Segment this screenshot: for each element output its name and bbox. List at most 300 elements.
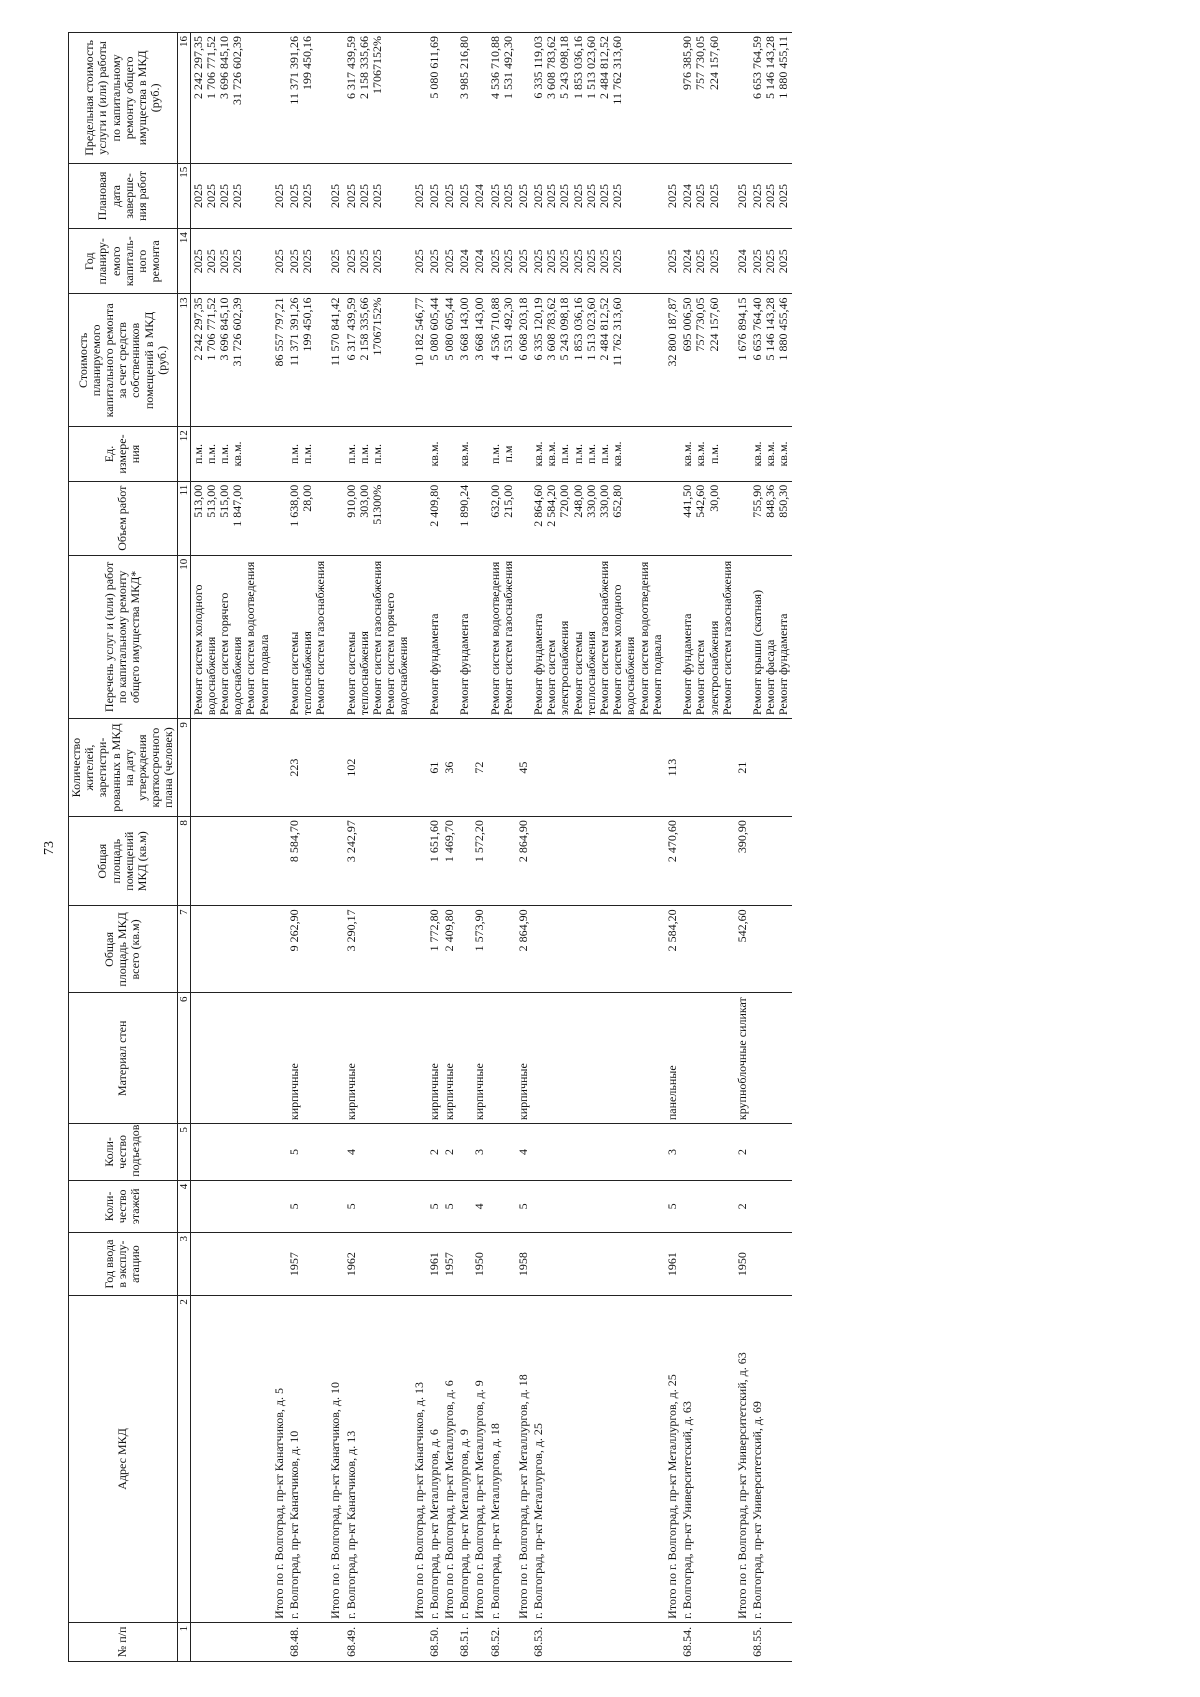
completion-date-value: 2025 xyxy=(230,183,245,208)
entrances-cell: 4 xyxy=(344,1124,412,1181)
volume-value: 30,00 xyxy=(706,484,721,512)
row-number-cell: 68.48. xyxy=(287,1622,329,1661)
volume-value: 441,50 xyxy=(680,484,695,518)
volume-value: 632,00 xyxy=(487,484,502,518)
unit-cell xyxy=(472,427,487,481)
header-cell: Коли-чество подъездов xyxy=(69,1124,178,1181)
completion-date-value: 2025 xyxy=(441,183,456,208)
work-item: Ремонт фундамента xyxy=(426,613,441,716)
volume-value: 2 864,60 xyxy=(531,484,546,527)
entrances-cell: 5 xyxy=(287,1124,329,1181)
total-area-cell xyxy=(412,906,427,993)
cost-value: 11 762 313,60 xyxy=(610,297,625,366)
table-row xyxy=(457,33,472,1662)
volume-value: 850,30 xyxy=(776,484,791,518)
residents-cell: 223 xyxy=(287,719,329,817)
header-cell: Адрес МКД xyxy=(69,1296,178,1623)
total-area-cell xyxy=(457,906,472,993)
year-built-cell: 1962 xyxy=(344,1233,412,1296)
address-cell: Итого по г. Волгоград, пр-кт Металлургов, д. 9 xyxy=(472,1296,487,1623)
unit-cell xyxy=(427,427,442,481)
row-number-cell xyxy=(665,1622,680,1661)
limit-cost-cell xyxy=(287,33,329,164)
completion-date-value: 2025 xyxy=(610,183,625,208)
row-number-cell xyxy=(412,1622,427,1661)
limit-cost-cell xyxy=(442,33,457,164)
rooms-area-cell: 2 470,60 xyxy=(665,817,680,906)
row-number-cell: 68.50. xyxy=(427,1622,442,1661)
residents-cell xyxy=(750,719,792,817)
unit-value: кв.м. xyxy=(693,441,708,467)
repair-year-value: 2025 xyxy=(583,249,598,274)
volume-value: 652,80 xyxy=(610,484,625,518)
address-cell: Итого по г. Волгоград, пр-кт Металлургов, д. 25 xyxy=(665,1296,680,1623)
page-number: 73 xyxy=(42,841,57,855)
column-number-row xyxy=(177,33,190,1662)
volume-value: 513,00 xyxy=(203,484,218,518)
column-number: 14 xyxy=(177,229,190,294)
works-cell xyxy=(665,555,680,718)
table-row xyxy=(328,33,343,1662)
table-row xyxy=(531,33,665,1662)
cost-value: 31 726 602,39 xyxy=(230,297,245,367)
volume-cell xyxy=(190,481,272,555)
residents-cell: 45 xyxy=(516,719,531,817)
completion-date-value: 2025 xyxy=(557,183,572,208)
unit-value: кв.м. xyxy=(776,441,791,467)
floors-cell xyxy=(190,1180,272,1232)
column-number: 5 xyxy=(177,1124,190,1181)
wall-material-cell: кирпичные xyxy=(472,993,487,1124)
volume-cell xyxy=(472,481,487,555)
cost-cell xyxy=(472,294,487,427)
works-cell xyxy=(472,555,487,718)
repair-year-value: 2024 xyxy=(457,249,472,274)
total-area-cell xyxy=(190,906,272,993)
works-cell xyxy=(457,555,472,718)
floors-cell xyxy=(412,1180,427,1232)
limit-cost-value: 3 608 783,62 xyxy=(544,36,559,99)
residents-cell xyxy=(272,719,287,817)
cost-value: 5 080 605,44 xyxy=(426,297,441,361)
entrances-cell xyxy=(272,1124,287,1181)
wall-material-cell xyxy=(488,993,516,1124)
table-row xyxy=(680,33,735,1662)
year-built-cell xyxy=(488,1233,516,1296)
volume-value: 248,00 xyxy=(570,484,585,518)
total-area-cell: 2 409,80 xyxy=(442,906,457,993)
limit-cost-value: 17067152% xyxy=(370,36,385,94)
total-area-cell: 2 584,20 xyxy=(665,906,680,993)
year-built-cell: 1958 xyxy=(516,1233,531,1296)
cost-value: 5 243 098,18 xyxy=(557,297,572,361)
unit-cell xyxy=(457,427,472,481)
row-number-cell: 68.55. xyxy=(750,1622,792,1661)
repair-year-value: 2025 xyxy=(500,249,515,274)
works-cell xyxy=(427,555,442,718)
completion-date-value: 2025 xyxy=(343,183,358,208)
work-item: Ремонт системы теплоснабжения xyxy=(286,631,315,716)
work-item: Ремонт системы теплоснабжения xyxy=(570,631,598,716)
completion-date-cell xyxy=(531,163,665,228)
repair-year-value: 2025 xyxy=(776,249,791,274)
repair-year-value: 2025 xyxy=(370,249,385,274)
volume-cell xyxy=(531,481,665,555)
rooms-area-cell xyxy=(680,817,735,906)
completion-date-value: 2025 xyxy=(531,183,546,208)
rooms-area-cell xyxy=(457,817,472,906)
volume-cell xyxy=(287,481,329,555)
rooms-area-cell: 8 584,70 xyxy=(287,817,329,906)
completion-date-value: 2025 xyxy=(216,183,231,208)
table-row xyxy=(344,33,412,1662)
cost-value: 4 536 710,88 xyxy=(487,297,502,361)
address-cell: г. Волгоград, пр-кт Металлургов, д. 25 xyxy=(531,1296,665,1623)
repair-year-cell xyxy=(442,229,457,294)
unit-cell xyxy=(344,427,412,481)
cost-value: 11 570 841,42 xyxy=(328,297,343,366)
column-number: 3 xyxy=(177,1233,190,1296)
cost-value: 1 880 455,46 xyxy=(776,297,791,361)
limit-cost-cell xyxy=(328,33,343,164)
volume-value: 303,00 xyxy=(356,484,371,518)
completion-date-value: 2025 xyxy=(500,183,515,208)
rooms-area-cell: 1 469,70 xyxy=(442,817,457,906)
unit-value: п.м. xyxy=(570,444,585,465)
unit-value: кв.м. xyxy=(531,441,546,467)
column-number: 11 xyxy=(177,481,190,555)
entrances-cell: 2 xyxy=(427,1124,442,1181)
works-cell xyxy=(190,555,272,718)
completion-date-value: 2025 xyxy=(544,183,559,208)
year-built-cell: 1961 xyxy=(665,1233,680,1296)
repair-year-value: 2025 xyxy=(203,249,218,274)
unit-value: п.м. xyxy=(597,444,612,465)
rooms-area-cell xyxy=(531,817,665,906)
floors-cell xyxy=(328,1180,343,1232)
completion-date-cell xyxy=(427,163,442,228)
cost-cell xyxy=(287,294,329,427)
limit-cost-cell xyxy=(531,33,665,164)
work-item: Ремонт фундамента xyxy=(531,613,546,716)
cost-value: 3 608 783,62 xyxy=(544,297,559,361)
year-built-cell xyxy=(412,1233,427,1296)
repair-year-value: 2024 xyxy=(734,249,749,274)
limit-cost-cell xyxy=(272,33,287,164)
cost-value: 1 853 036,16 xyxy=(570,297,585,361)
floors-cell: 5 xyxy=(665,1180,680,1232)
floors-cell: 5 xyxy=(427,1180,442,1232)
works-cell xyxy=(488,555,516,718)
unit-cell xyxy=(516,427,531,481)
limit-cost-value: 1 853 036,16 xyxy=(570,36,585,99)
capital-repair-plan-table xyxy=(68,32,792,1662)
volume-value: 2 584,20 xyxy=(544,484,559,527)
cost-value: 2 242 297,35 xyxy=(190,297,205,361)
cost-value: 6 653 764,40 xyxy=(750,297,765,361)
works-cell xyxy=(272,555,287,718)
completion-date-value: 2025 xyxy=(693,183,708,208)
cost-value: 1 513 023,60 xyxy=(583,297,598,361)
repair-year-cell xyxy=(680,229,735,294)
completion-date-cell xyxy=(344,163,412,228)
limit-cost-cell xyxy=(750,33,792,164)
residents-cell xyxy=(680,719,735,817)
residents-cell: 102 xyxy=(344,719,412,817)
cost-value: 6 335 120,19 xyxy=(531,297,546,361)
repair-year-value: 2025 xyxy=(230,249,245,274)
repair-year-value: 2025 xyxy=(216,249,231,274)
year-built-cell: 1961 xyxy=(427,1233,442,1296)
unit-value: п.м. xyxy=(583,444,598,465)
volume-value: 720,00 xyxy=(557,484,572,518)
total-area-cell xyxy=(272,906,287,993)
year-built-cell: 1950 xyxy=(472,1233,487,1296)
year-built-cell xyxy=(190,1233,272,1296)
work-item: Ремонт систем горячего водоснабжения xyxy=(383,592,411,716)
residents-cell xyxy=(412,719,427,817)
header-cell: Год ввода в эксплу-атацию xyxy=(69,1233,178,1296)
cost-cell xyxy=(516,294,531,427)
limit-cost-value: 976 385,90 xyxy=(680,36,695,90)
limit-cost-value: 2 242 297,35 xyxy=(190,36,205,99)
completion-date-value: 2025 xyxy=(664,183,679,208)
table-row xyxy=(472,33,487,1662)
entrances-cell: 3 xyxy=(665,1124,680,1181)
repair-year-cell xyxy=(665,229,680,294)
completion-date-cell xyxy=(287,163,329,228)
table-row xyxy=(488,33,516,1662)
repair-year-value: 2025 xyxy=(557,249,572,274)
volume-value: 542,60 xyxy=(693,484,708,518)
cost-value: 224 157,60 xyxy=(706,297,721,352)
volume-value: 1 638,00 xyxy=(286,484,301,527)
address-cell: г. Волгоград, пр-кт Канатчиков, д. 10 xyxy=(287,1296,329,1623)
unit-value: п.м. xyxy=(356,444,371,465)
work-item: Ремонт систем холодного водоснабжения xyxy=(610,584,638,716)
completion-date-value: 2025 xyxy=(597,183,612,208)
volume-cell xyxy=(328,481,343,555)
limit-cost-value: 199 450,16 xyxy=(300,36,315,90)
unit-cell xyxy=(190,427,272,481)
year-built-cell: 1957 xyxy=(442,1233,457,1296)
unit-cell xyxy=(735,427,750,481)
year-built-cell: 1950 xyxy=(735,1233,750,1296)
wall-material-cell: кирпичные xyxy=(516,993,531,1124)
table-row xyxy=(287,33,329,1662)
volume-cell xyxy=(427,481,442,555)
year-built-cell xyxy=(457,1233,472,1296)
volume-value: 910,00 xyxy=(343,484,358,518)
limit-cost-value: 31 726 602,39 xyxy=(230,36,245,105)
cost-cell xyxy=(442,294,457,427)
completion-date-cell xyxy=(735,163,750,228)
total-area-cell xyxy=(680,906,735,993)
repair-year-cell xyxy=(516,229,531,294)
table-body xyxy=(190,33,792,1662)
works-cell xyxy=(750,555,792,718)
volume-cell xyxy=(442,481,457,555)
limit-cost-value: 1 513 023,60 xyxy=(583,36,598,99)
work-item: Ремонт фундамента xyxy=(680,613,695,716)
repair-year-cell xyxy=(735,229,750,294)
residents-cell xyxy=(488,719,516,817)
address-cell: Итого по г. Волгоград, пр-кт Металлургов, д. 18 xyxy=(516,1296,531,1623)
table-row xyxy=(190,33,272,1662)
volume-cell xyxy=(750,481,792,555)
unit-value: кв.м. xyxy=(763,441,778,467)
cost-value: 11 371 391,26 xyxy=(286,297,301,366)
completion-date-cell xyxy=(272,163,287,228)
work-item: Ремонт систем газоснабжения xyxy=(500,560,515,716)
volume-cell xyxy=(680,481,735,555)
header-cell: Плановая дата заверше-ния работ xyxy=(69,163,178,228)
limit-cost-value: 3 985 216,80 xyxy=(457,36,472,99)
header-row xyxy=(69,33,178,1662)
row-number-cell: 68.54. xyxy=(680,1622,735,1661)
completion-date-value: 2025 xyxy=(583,183,598,208)
completion-date-value: 2025 xyxy=(515,183,530,208)
year-built-cell xyxy=(328,1233,343,1296)
address-cell: Итого по г. Волгоград, пр-кт Металлургов, д. 6 xyxy=(442,1296,457,1623)
row-number-cell: 68.51. xyxy=(457,1622,472,1661)
completion-date-cell xyxy=(680,163,735,228)
address-cell: г. Волгоград, пр-кт Университетский, д. 69 xyxy=(750,1296,792,1623)
address-cell: г. Волгоград, пр-кт Металлургов, д. 6 xyxy=(427,1296,442,1623)
volume-value: 515,00 xyxy=(216,484,231,518)
limit-cost-cell xyxy=(735,33,750,164)
address-cell: г. Волгоград, пр-кт Канатчиков, д. 13 xyxy=(344,1296,412,1623)
rooms-area-cell: 3 242,97 xyxy=(344,817,412,906)
wall-material-cell xyxy=(457,993,472,1124)
completion-date-value: 2025 xyxy=(286,183,301,208)
unit-value: кв.м. xyxy=(750,441,765,467)
repair-year-value: 2025 xyxy=(544,249,559,274)
table-row xyxy=(272,33,287,1662)
work-item: Ремонт систем газоснабжения xyxy=(313,560,328,716)
cost-value: 86 557 797,21 xyxy=(271,297,286,367)
limit-cost-cell xyxy=(344,33,412,164)
repair-year-cell xyxy=(190,229,272,294)
wall-material-cell: кирпичные xyxy=(442,993,457,1124)
completion-date-value: 2025 xyxy=(776,183,791,208)
completion-date-value: 2025 xyxy=(570,183,585,208)
repair-year-value: 2025 xyxy=(271,249,286,274)
work-item: Ремонт систем газоснабжения xyxy=(370,560,385,716)
work-item: Ремонт систем водоотведения xyxy=(487,561,502,716)
row-number-cell: 68.53. xyxy=(531,1622,665,1661)
volume-cell xyxy=(272,481,287,555)
total-area-cell xyxy=(531,906,665,993)
completion-date-value: 2025 xyxy=(300,183,315,208)
limit-cost-cell xyxy=(680,33,735,164)
unit-cell xyxy=(287,427,329,481)
repair-year-value: 2025 xyxy=(411,249,426,274)
work-item: Ремонт систем электроснабжения xyxy=(544,620,572,716)
cost-value: 757 730,05 xyxy=(693,297,708,352)
completion-date-value: 2025 xyxy=(190,183,205,208)
unit-value: п.м. xyxy=(203,444,218,465)
unit-value: кв.м. xyxy=(680,441,695,467)
work-item: Ремонт фундамента xyxy=(776,613,791,716)
wall-material-cell: кирпичные xyxy=(427,993,442,1124)
unit-cell xyxy=(680,427,735,481)
limit-cost-cell xyxy=(412,33,427,164)
repair-year-cell xyxy=(272,229,287,294)
unit-value: п.м. xyxy=(216,444,231,465)
work-item: Ремонт подвала xyxy=(256,634,271,716)
repair-year-value: 2025 xyxy=(328,249,343,274)
cost-value: 17067152% xyxy=(370,297,385,356)
unit-cell xyxy=(531,427,665,481)
repair-year-cell xyxy=(488,229,516,294)
unit-value: п.м. xyxy=(487,444,502,465)
address-cell: Итого по г. Волгоград, пр-кт Университетский, д. 63 xyxy=(735,1296,750,1623)
limit-cost-value: 5 243 098,18 xyxy=(557,36,572,99)
completion-date-value: 2025 xyxy=(411,183,426,208)
header-cell: Объем работ xyxy=(69,481,178,555)
address-cell xyxy=(190,1296,272,1623)
completion-date-value: 2025 xyxy=(370,183,385,208)
rooms-area-cell: 1 572,20 xyxy=(472,817,487,906)
cost-value: 32 800 187,87 xyxy=(664,297,679,367)
row-number-cell xyxy=(735,1622,750,1661)
wall-material-cell xyxy=(531,993,665,1124)
floors-cell xyxy=(272,1180,287,1232)
cost-value: 3 668 143,00 xyxy=(472,297,487,361)
cost-value: 695 006,50 xyxy=(680,297,695,352)
repair-year-cell xyxy=(412,229,427,294)
column-number: 9 xyxy=(177,719,190,817)
cost-cell xyxy=(328,294,343,427)
wall-material-cell xyxy=(412,993,427,1124)
column-number: 12 xyxy=(177,427,190,481)
repair-year-value: 2025 xyxy=(693,249,708,274)
total-area-cell xyxy=(488,906,516,993)
completion-date-value: 2024 xyxy=(472,183,487,208)
row-number-cell xyxy=(272,1622,287,1661)
cost-cell xyxy=(272,294,287,427)
completion-date-value: 2025 xyxy=(734,183,749,208)
volume-cell xyxy=(665,481,680,555)
cost-value: 5 146 143,28 xyxy=(763,297,778,361)
column-number: 8 xyxy=(177,817,190,906)
repair-year-value: 2025 xyxy=(441,249,456,274)
works-cell xyxy=(680,555,735,718)
residents-cell xyxy=(457,719,472,817)
entrances-cell xyxy=(412,1124,427,1181)
unit-value: кв.м. xyxy=(426,441,441,467)
cost-value: 2 158 335,66 xyxy=(356,297,371,361)
limit-cost-cell xyxy=(472,33,487,164)
works-cell xyxy=(344,555,412,718)
limit-cost-cell xyxy=(427,33,442,164)
cost-cell xyxy=(665,294,680,427)
completion-date-cell xyxy=(516,163,531,228)
limit-cost-value: 5 146 143,28 xyxy=(763,36,778,99)
works-cell xyxy=(442,555,457,718)
limit-cost-value: 1 531 492,30 xyxy=(500,36,515,99)
repair-year-cell xyxy=(344,229,412,294)
unit-value: кв.м. xyxy=(610,441,625,467)
completion-date-value: 2025 xyxy=(203,183,218,208)
repair-year-cell xyxy=(750,229,792,294)
repair-year-value: 2025 xyxy=(190,249,205,274)
cost-cell xyxy=(457,294,472,427)
column-number: 16 xyxy=(177,33,190,164)
repair-year-cell xyxy=(287,229,329,294)
work-item: Ремонт подвала xyxy=(649,634,664,716)
